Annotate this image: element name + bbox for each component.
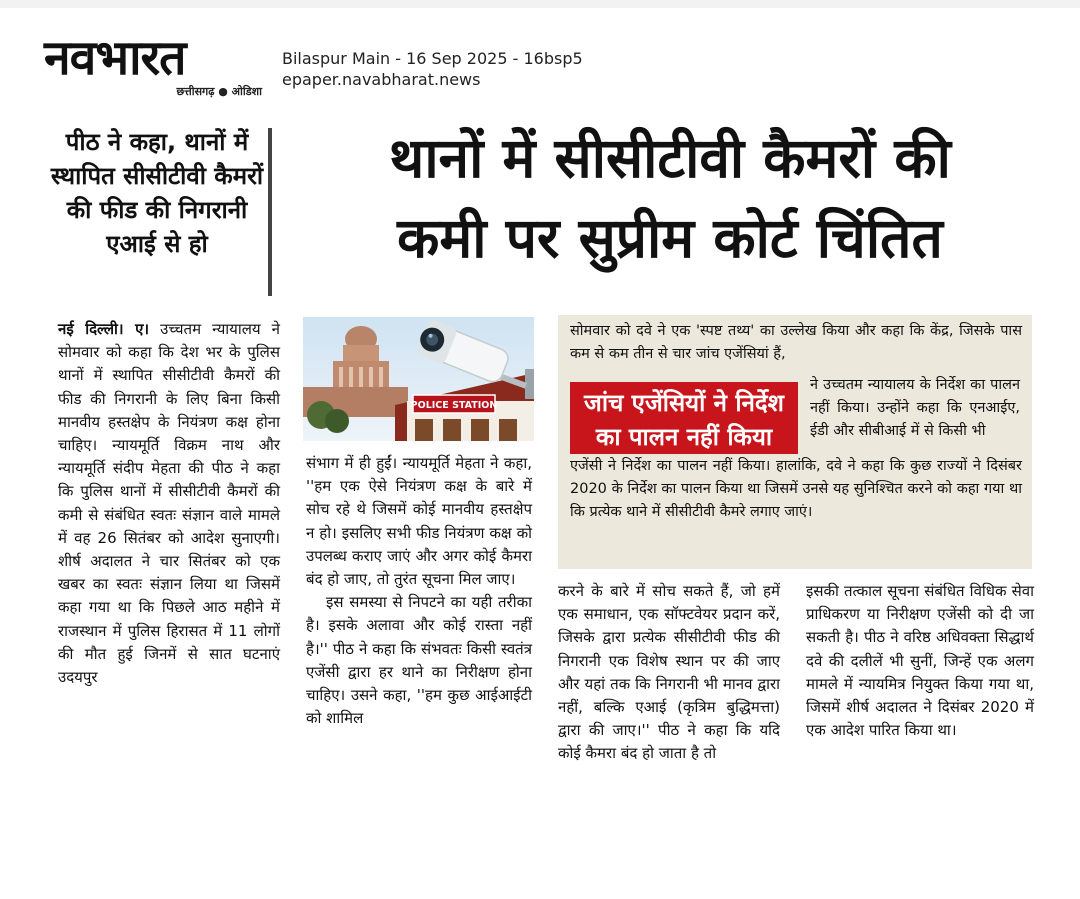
article-column-2	[306, 452, 532, 730]
article-col1-text: उच्चतम न्यायालय ने सोमवार को कहा कि देश भर के पुलिस थानों में स्थापित सीसीटीवी कैमरों की फीड की निगरानी के लिए बिना किसी मानवीय हस्तक्षेप के नियंत्रण कक्ष होना चाहिए। न्यायमूर्ति विक्रम नाथ और न्यायमूर्ति संदीप मेहता की पीठ ने कहा कि पुलिस थानों में सीसीटीवी कैमरों की कमी से संबंधित स्वतः संज्ञान वाले मामले में वह 26 सितंबर को आदेश सुनाएगी। शीर्ष अदालत ने चार सितंबर को एक खबर का स्वतः संज्ञान लिया था जिसमें कहा गया था कि पिछले आठ महीने में राजस्थान में पुलिस हिरासत में 11 लोगों की मौत हुई जिनमें से सात घटनाएं उदयपुर	[58, 320, 280, 687]
article-column-3	[558, 580, 780, 766]
main-headline-line-1: थानों में सीसीटीवी कैमरों की	[389, 126, 951, 190]
boxed-text-1: सोमवार को दवे ने एक 'स्पष्ट तथ्य' का उल्लेख किया और कहा कि केंद्र, जिसके पास कम से कम तीन से चार जांच एजेंसियां हैं,	[570, 323, 1022, 362]
epaper-site: epaper.navabharat.news	[282, 70, 481, 89]
article-col4-text: इसकी तत्काल सूचना संबंधित विधिक सेवा प्राधिकरण या निरीक्षण एजेंसी को दी जा सकती है। पीठ ने वरिष्ठ अधिवक्ता सिद्धार्थ दवे की दलीलें भी सुनीं, जिन्हें एक अलग मामले में न्यायमित्र नियुक्त किया गया था, जिसमें शीर्ष अदालत ने दिसंबर 2020 में एक आदेश पारित किया था।	[806, 582, 1034, 740]
logo-regions: छत्तीसगढ़ ● ओडिशा	[176, 85, 262, 98]
newspaper-logo: नवभारत	[44, 30, 186, 86]
news-photo	[303, 317, 534, 441]
police-station-sign: POLICE STATION	[410, 400, 498, 411]
article-dateline: नई दिल्ली। ए।	[58, 320, 150, 338]
article-col2-para-2: इस समस्या से निपटने का यही तरीका है। इसके अलावा और कोई रास्ता नहीं है।'' पीठ ने कहा कि संभवतः किसी स्वतंत्र एजेंसी द्वारा हर थाने का निरीक्षण होना चाहिए। उसने कहा, ''हम कुछ आईआईटी को शामिल	[306, 593, 532, 728]
newspaper-masthead	[44, 30, 262, 102]
article-col3-text: करने के बारे में सोच सकते हैं, जो हमें एक समाधान, एक सॉफ्टवेयर प्रदान करें, जिसके द्वारा प्रत्येक सीसीटीवी फीड की निगरानी एक विशेष स्थान पर की जाए और यहां तक कि निगरानी भी मानव द्वारा नहीं, बल्कि एआई (कृत्रिम बुद्धिमत्ता) द्वारा की जाए।'' पीठ ने कहा कि यदि कोई कैमरा बंद हो जाता है तो	[558, 582, 780, 763]
edition-info	[282, 48, 583, 90]
article-column-4	[806, 580, 1034, 742]
cctv-police-station-illustration	[303, 317, 534, 441]
page-top-stripe	[0, 0, 1080, 8]
article-column-1	[58, 318, 280, 689]
boxed-subheading: जांच एजेंसियों ने निर्देश का पालन नहीं किया	[570, 382, 798, 454]
article-col2-para-1: संभाग में ही हुईं। न्यायमूर्ति मेहता ने कहा, ''हम एक ऐसे नियंत्रण कक्ष के बारे में सोच रहे थे जिसमें कोई मानवीय हस्तक्षेप न हो। इसलिए सभी फीड नियंत्रण कक्ष को उपलब्ध कराए जाएं और अगर कोई कैमरा बंद हो जाए, तो तुरंत सूचना मिल जाए।	[306, 454, 532, 589]
boxed-text-2: ने उच्चतम न्यायालय के निर्देश का पालन नहीं किया। उन्होंने कहा कि एनआईए, ईडी और सीबीआई में से किसी भी	[810, 377, 1020, 439]
side-headline: पीठ ने कहा, थानों में स्थापित सीसीटीवी कैमरों की फीड की निगरानी एआई से हो	[50, 128, 264, 258]
boxed-text-3: एजेंसी ने निर्देश का पालन नहीं किया। हालांकि, दवे ने कहा कि कुछ राज्यों ने दिसंबर 2020 के निर्देश का पालन किया था जिसमें उनसे यह सुनिश्चित करने को कहा गया था कि प्रत्येक थाने में सीसीटीवी कैमरे लगाए जाएं।	[570, 458, 1022, 520]
headline-divider	[268, 128, 272, 296]
main-headline	[280, 118, 1060, 278]
edition-line: Bilaspur Main - 16 Sep 2025 - 16bsp5	[282, 49, 583, 68]
main-headline-line-2: कमी पर सुप्रीम कोर्ट चिंतित	[397, 206, 943, 270]
